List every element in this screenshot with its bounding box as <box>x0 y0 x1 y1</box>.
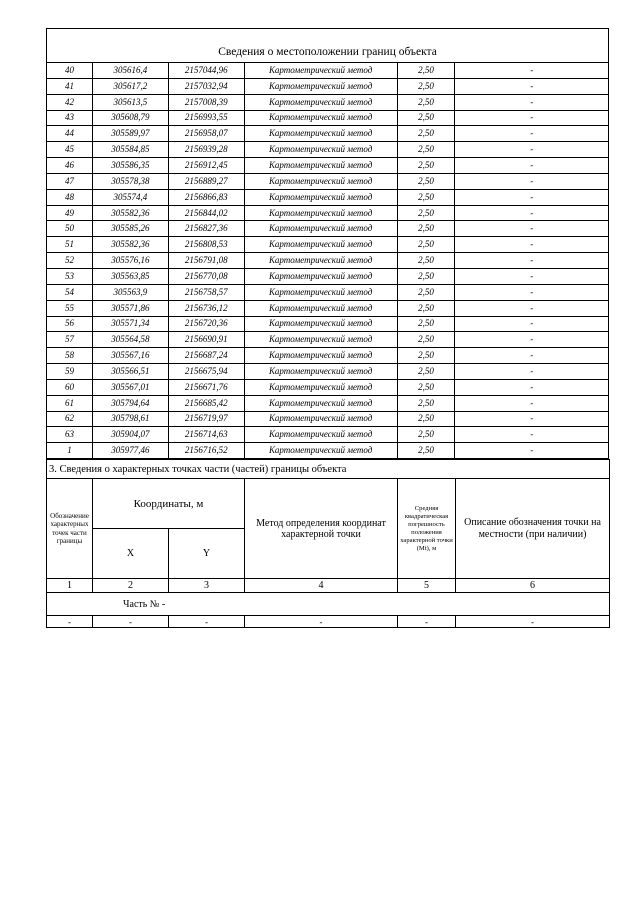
cell-method: Картометрический метод <box>244 158 397 174</box>
cell-point: 50 <box>47 221 93 237</box>
cell-x: 305585,26 <box>92 221 168 237</box>
cell-method: Картометрический метод <box>244 300 397 316</box>
cell-desc: - <box>455 189 609 205</box>
column-number-row <box>47 579 610 593</box>
coordinate-row <box>47 63 609 79</box>
cell-method: Картометрический метод <box>244 379 397 395</box>
cell-x: 305584,85 <box>92 142 168 158</box>
header-description: Описание обозначения точки на местности (при наличии) <box>456 479 610 579</box>
coordinate-row <box>47 142 609 158</box>
cell-point: 47 <box>47 173 93 189</box>
cell-desc: - <box>455 221 609 237</box>
cell-x: 305571,34 <box>92 316 168 332</box>
cell-method: Картометрический метод <box>244 427 397 443</box>
part-row <box>47 593 610 616</box>
header-method: Метод определения координат характерной точки <box>245 479 398 579</box>
cell-desc: - <box>455 284 609 300</box>
cell-desc: - <box>455 253 609 269</box>
cell-point: 1 <box>47 443 93 459</box>
cell-y: 2156939,28 <box>168 142 244 158</box>
cell-desc: - <box>455 173 609 189</box>
coordinate-row <box>47 189 609 205</box>
cell-y: 2156844,02 <box>168 205 244 221</box>
part-label: Часть № - <box>123 598 166 610</box>
cell-desc: - <box>455 142 609 158</box>
cell-x: 305567,01 <box>92 379 168 395</box>
cell-x: 305586,35 <box>92 158 168 174</box>
section-title: Сведения о местоположении границ объекта <box>46 28 609 62</box>
cell-method: Картометрический метод <box>244 395 397 411</box>
cell-desc: - <box>455 364 609 380</box>
cell-error: 2,50 <box>397 427 455 443</box>
cell-x: 305904,07 <box>92 427 168 443</box>
cell-error: 2,50 <box>397 364 455 380</box>
header-y: Y <box>169 529 245 579</box>
cell-point: 48 <box>47 189 93 205</box>
cell-method: Картометрический метод <box>244 237 397 253</box>
cell-x: 305564,58 <box>92 332 168 348</box>
cell-error: 2,50 <box>397 411 455 427</box>
cell-method: Картометрический метод <box>244 443 397 459</box>
cell-y: 2156808,53 <box>168 237 244 253</box>
empty-cell: - <box>47 616 93 628</box>
empty-cell: - <box>398 616 456 628</box>
cell-error: 2,50 <box>397 348 455 364</box>
cell-y: 2156675,94 <box>168 364 244 380</box>
cell-error: 2,50 <box>397 268 455 284</box>
cell-point: 41 <box>47 78 93 94</box>
cell-method: Картометрический метод <box>244 332 397 348</box>
coordinate-row <box>47 316 609 332</box>
cell-point: 42 <box>47 94 93 110</box>
cell-y: 2156714,63 <box>168 427 244 443</box>
column-number: 3 <box>169 579 245 593</box>
cell-point: 44 <box>47 126 93 142</box>
cell-point: 62 <box>47 411 93 427</box>
cell-x: 305608,79 <box>92 110 168 126</box>
cell-error: 2,50 <box>397 78 455 94</box>
cell-y: 2156889,27 <box>168 173 244 189</box>
cell-y: 2156758,57 <box>168 284 244 300</box>
column-number: 5 <box>398 579 456 593</box>
cell-x: 305613,5 <box>92 94 168 110</box>
cell-desc: - <box>455 316 609 332</box>
cell-y: 2157032,94 <box>168 78 244 94</box>
empty-row <box>47 616 610 628</box>
cell-x: 305582,36 <box>92 205 168 221</box>
cell-method: Картометрический метод <box>244 189 397 205</box>
empty-cell: - <box>93 616 169 628</box>
cell-desc: - <box>455 348 609 364</box>
cell-y: 2156791,08 <box>168 253 244 269</box>
cell-desc: - <box>455 300 609 316</box>
cell-point: 45 <box>47 142 93 158</box>
cell-method: Картометрический метод <box>244 94 397 110</box>
cell-error: 2,50 <box>397 237 455 253</box>
cell-point: 56 <box>47 316 93 332</box>
empty-cell: - <box>456 616 610 628</box>
cell-y: 2156827,36 <box>168 221 244 237</box>
cell-point: 53 <box>47 268 93 284</box>
column-number: 2 <box>93 579 169 593</box>
cell-desc: - <box>455 205 609 221</box>
cell-error: 2,50 <box>397 379 455 395</box>
cell-desc: - <box>455 110 609 126</box>
cell-desc: - <box>455 237 609 253</box>
cell-method: Картометрический метод <box>244 411 397 427</box>
cell-method: Картометрический метод <box>244 63 397 79</box>
section3-title: 3. Сведения о характерных точках части (частей) границы объекта <box>47 460 610 479</box>
cell-error: 2,50 <box>397 443 455 459</box>
coordinate-row <box>47 284 609 300</box>
cell-y: 2156671,76 <box>168 379 244 395</box>
cell-error: 2,50 <box>397 110 455 126</box>
cell-point: 46 <box>47 158 93 174</box>
cell-point: 57 <box>47 332 93 348</box>
header-point-designation: Обозначение характерных точек части границы <box>47 479 93 579</box>
coordinate-row <box>47 427 609 443</box>
cell-desc: - <box>455 63 609 79</box>
cell-error: 2,50 <box>397 63 455 79</box>
cell-point: 51 <box>47 237 93 253</box>
cell-x: 305616,4 <box>92 63 168 79</box>
coordinate-row <box>47 173 609 189</box>
cell-y: 2156685,42 <box>168 395 244 411</box>
cell-point: 43 <box>47 110 93 126</box>
cell-method: Картометрический метод <box>244 78 397 94</box>
cell-error: 2,50 <box>397 142 455 158</box>
coordinate-row <box>47 332 609 348</box>
cell-x: 305576,16 <box>92 253 168 269</box>
coordinate-row <box>47 364 609 380</box>
coordinate-row <box>47 379 609 395</box>
cell-point: 54 <box>47 284 93 300</box>
cell-method: Картометрический метод <box>244 142 397 158</box>
coordinates-table <box>46 62 609 459</box>
cell-point: 61 <box>47 395 93 411</box>
cell-x: 305589,97 <box>92 126 168 142</box>
cell-point: 63 <box>47 427 93 443</box>
coordinate-row <box>47 300 609 316</box>
cell-x: 305977,46 <box>92 443 168 459</box>
cell-y: 2157008,39 <box>168 94 244 110</box>
cell-error: 2,50 <box>397 94 455 110</box>
cell-method: Картометрический метод <box>244 348 397 364</box>
cell-x: 305571,86 <box>92 300 168 316</box>
cell-point: 52 <box>47 253 93 269</box>
cell-error: 2,50 <box>397 316 455 332</box>
cell-method: Картометрический метод <box>244 316 397 332</box>
cell-point: 55 <box>47 300 93 316</box>
cell-x: 305563,9 <box>92 284 168 300</box>
cell-method: Картометрический метод <box>244 364 397 380</box>
document-sheet <box>46 28 609 628</box>
cell-x: 305617,2 <box>92 78 168 94</box>
coordinate-row <box>47 78 609 94</box>
cell-y: 2156866,83 <box>168 189 244 205</box>
cell-error: 2,50 <box>397 126 455 142</box>
coordinate-row <box>47 268 609 284</box>
cell-desc: - <box>455 443 609 459</box>
cell-x: 305578,38 <box>92 173 168 189</box>
cell-desc: - <box>455 126 609 142</box>
header-error: Средняя квадратическая погрешность положения характерной точки (Mt), м <box>398 479 456 579</box>
cell-desc: - <box>455 158 609 174</box>
coordinate-row <box>47 126 609 142</box>
header-x: X <box>93 529 169 579</box>
cell-point: 40 <box>47 63 93 79</box>
coordinate-row <box>47 443 609 459</box>
cell-y: 2157044,96 <box>168 63 244 79</box>
cell-error: 2,50 <box>397 173 455 189</box>
cell-point: 58 <box>47 348 93 364</box>
cell-y: 2156958,07 <box>168 126 244 142</box>
cell-desc: - <box>455 379 609 395</box>
coordinate-row <box>47 348 609 364</box>
cell-method: Картометрический метод <box>244 253 397 269</box>
cell-x: 305567,16 <box>92 348 168 364</box>
cell-y: 2156912,45 <box>168 158 244 174</box>
cell-x: 305798,61 <box>92 411 168 427</box>
coordinate-row <box>47 94 609 110</box>
column-number: 6 <box>456 579 610 593</box>
coordinate-row <box>47 110 609 126</box>
coordinate-row <box>47 253 609 269</box>
cell-error: 2,50 <box>397 221 455 237</box>
cell-error: 2,50 <box>397 395 455 411</box>
empty-cell: - <box>169 616 245 628</box>
coordinate-row <box>47 237 609 253</box>
cell-y: 2156690,91 <box>168 332 244 348</box>
cell-error: 2,50 <box>397 189 455 205</box>
cell-error: 2,50 <box>397 332 455 348</box>
cell-y: 2156720,36 <box>168 316 244 332</box>
cell-y: 2156770,08 <box>168 268 244 284</box>
coordinate-row <box>47 205 609 221</box>
cell-desc: - <box>455 411 609 427</box>
cell-error: 2,50 <box>397 300 455 316</box>
cell-y: 2156719,97 <box>168 411 244 427</box>
cell-method: Картометрический метод <box>244 173 397 189</box>
cell-method: Картометрический метод <box>244 205 397 221</box>
cell-desc: - <box>455 78 609 94</box>
cell-y: 2156736,12 <box>168 300 244 316</box>
cell-x: 305582,36 <box>92 237 168 253</box>
cell-desc: - <box>455 94 609 110</box>
cell-error: 2,50 <box>397 253 455 269</box>
cell-error: 2,50 <box>397 284 455 300</box>
cell-x: 305794,64 <box>92 395 168 411</box>
cell-point: 60 <box>47 379 93 395</box>
coordinate-row <box>47 395 609 411</box>
cell-method: Картометрический метод <box>244 221 397 237</box>
cell-method: Картометрический метод <box>244 284 397 300</box>
column-number: 4 <box>245 579 398 593</box>
section3-table <box>46 459 610 628</box>
cell-error: 2,50 <box>397 205 455 221</box>
cell-point: 49 <box>47 205 93 221</box>
cell-y: 2156687,24 <box>168 348 244 364</box>
header-coordinates: Координаты, м <box>93 479 245 529</box>
cell-x: 305563,85 <box>92 268 168 284</box>
coordinate-row <box>47 221 609 237</box>
cell-desc: - <box>455 268 609 284</box>
cell-x: 305574,4 <box>92 189 168 205</box>
cell-point: 59 <box>47 364 93 380</box>
cell-y: 2156716,52 <box>168 443 244 459</box>
cell-desc: - <box>455 427 609 443</box>
cell-error: 2,50 <box>397 158 455 174</box>
column-number: 1 <box>47 579 93 593</box>
coordinate-row <box>47 158 609 174</box>
cell-desc: - <box>455 332 609 348</box>
cell-y: 2156993,55 <box>168 110 244 126</box>
cell-method: Картометрический метод <box>244 110 397 126</box>
cell-x: 305566,51 <box>92 364 168 380</box>
empty-cell: - <box>245 616 398 628</box>
cell-desc: - <box>455 395 609 411</box>
cell-method: Картометрический метод <box>244 268 397 284</box>
cell-method: Картометрический метод <box>244 126 397 142</box>
coordinate-row <box>47 411 609 427</box>
